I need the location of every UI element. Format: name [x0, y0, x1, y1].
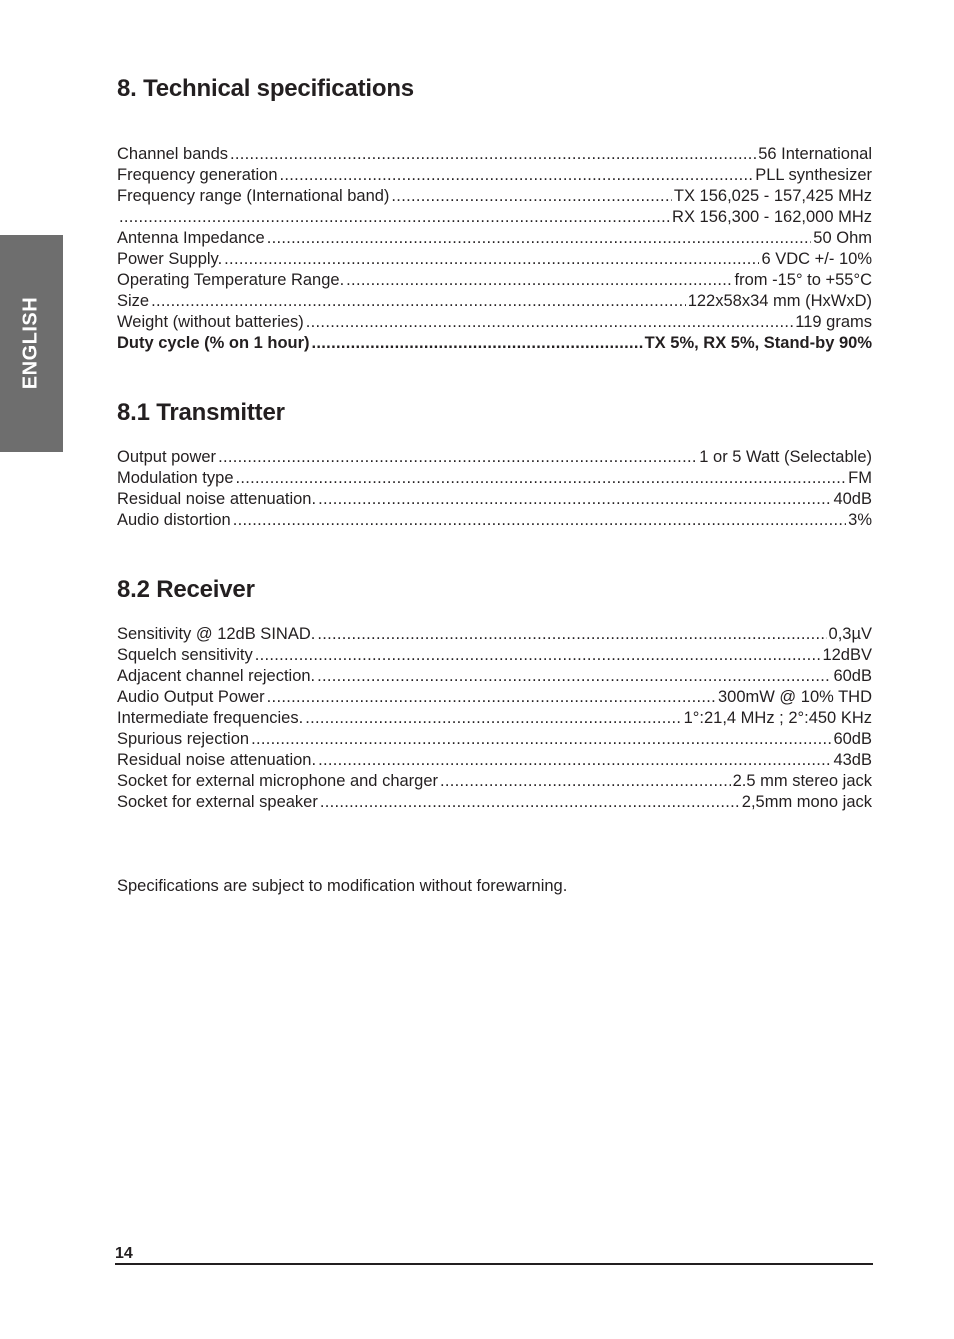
spec-row	[117, 771, 872, 792]
spec-label: Audio Output Power	[117, 688, 265, 706]
dot-leader	[305, 708, 681, 729]
spec-label: Socket for external microphone and charger	[117, 772, 439, 790]
dot-leader	[267, 228, 812, 249]
spec-label: Intermediate frequencies.	[117, 709, 304, 727]
dot-leader	[267, 687, 716, 708]
spec-row	[117, 186, 872, 207]
dot-leader	[440, 771, 731, 792]
dot-leader	[306, 312, 793, 333]
language-tab-label: ENGLISH	[19, 296, 42, 390]
spec-list-transmitter	[117, 447, 872, 531]
spec-label: Size	[117, 292, 150, 310]
spec-row	[117, 165, 872, 186]
page-number: 14	[115, 1245, 133, 1262]
spec-label: Residual noise attenuation.	[117, 490, 317, 508]
spec-label: Sensitivity @ 12dB SINAD.	[117, 625, 316, 643]
spec-row	[117, 687, 872, 708]
spec-label: Duty cycle (% on 1 hour)	[117, 334, 310, 352]
spec-value: RX 156,300 - 162,000 MHz	[672, 208, 872, 226]
dot-leader	[255, 645, 821, 666]
spec-label: Operating Temperature Range.	[117, 271, 345, 289]
spec-value: 40dB	[833, 490, 872, 508]
spec-label: Antenna Impedance	[117, 229, 265, 247]
dot-leader	[224, 249, 759, 270]
spec-row	[117, 489, 872, 510]
section-title-technical-specifications: 8. Technical specifications	[117, 75, 414, 102]
spec-label: Audio distortion	[117, 511, 231, 529]
spec-value: 2,5mm mono jack	[741, 793, 872, 811]
language-tab	[0, 235, 63, 452]
spec-label: Channel bands	[117, 145, 229, 163]
section-title-receiver: 8.2 Receiver	[117, 576, 255, 603]
spec-row	[117, 729, 872, 750]
dot-leader	[318, 489, 831, 510]
spec-row	[117, 666, 872, 687]
dot-leader	[318, 750, 831, 771]
spec-row	[117, 750, 872, 771]
spec-row	[117, 312, 872, 333]
spec-row	[117, 333, 872, 354]
spec-row	[117, 510, 872, 531]
dot-leader	[317, 666, 831, 687]
spec-label: Frequency range (International band)	[117, 187, 390, 205]
spec-value: FM	[848, 469, 872, 487]
spec-label: Spurious rejection	[117, 730, 250, 748]
dot-leader	[320, 792, 740, 813]
spec-label: Adjacent channel rejection.	[117, 667, 316, 685]
spec-list-receiver	[117, 624, 872, 813]
spec-row	[117, 144, 872, 165]
spec-value: 300mW @ 10% THD	[718, 688, 872, 706]
spec-value: TX 5%, RX 5%, Stand-by 90%	[644, 334, 872, 352]
spec-label: Power Supply.	[117, 250, 223, 268]
spec-value: TX 156,025 - 157,425 MHz	[673, 187, 872, 205]
spec-label: Modulation type	[117, 469, 234, 487]
spec-value: 50 Ohm	[813, 229, 872, 247]
dot-leader	[251, 729, 831, 750]
specifications-note: Specifications are subject to modification without forewarning.	[117, 877, 568, 895]
spec-value: 1°:21,4 MHz ; 2°:450 KHz	[683, 709, 872, 727]
spec-row	[117, 291, 872, 312]
spec-row	[117, 228, 872, 249]
dot-leader	[280, 165, 754, 186]
spec-list-general	[117, 144, 872, 354]
section-title-transmitter: 8.1 Transmitter	[117, 399, 285, 426]
spec-label: Weight (without batteries)	[117, 313, 304, 331]
spec-label: Socket for external speaker	[117, 793, 318, 811]
spec-row	[117, 468, 872, 489]
spec-value: 60dB	[833, 667, 872, 685]
dot-leader	[119, 207, 670, 228]
dot-leader	[317, 624, 826, 645]
spec-row	[117, 792, 872, 813]
dot-leader	[391, 186, 671, 207]
spec-label: Squelch sensitivity	[117, 646, 253, 664]
dot-leader	[230, 144, 756, 165]
spec-value: 60dB	[833, 730, 872, 748]
spec-value: 3%	[848, 511, 872, 529]
spec-value: 119 grams	[795, 313, 872, 331]
spec-value: PLL synthesizer	[755, 166, 872, 184]
dot-leader	[312, 333, 643, 354]
dot-leader	[151, 291, 686, 312]
spec-row	[117, 207, 872, 228]
spec-row	[117, 447, 872, 468]
spec-row	[117, 645, 872, 666]
dot-leader	[236, 468, 847, 489]
spec-value: 0,3µV	[828, 625, 872, 643]
spec-row	[117, 708, 872, 729]
spec-value: 1 or 5 Watt (Selectable)	[699, 448, 872, 466]
dot-leader	[346, 270, 732, 291]
spec-row	[117, 624, 872, 645]
spec-value: 6 VDC +/- 10%	[761, 250, 872, 268]
spec-label: Frequency generation	[117, 166, 278, 184]
spec-label: Residual noise attenuation.	[117, 751, 317, 769]
spec-row	[117, 270, 872, 291]
spec-value: 43dB	[833, 751, 872, 769]
spec-value: 2.5 mm stereo jack	[732, 772, 872, 790]
footer-rule	[115, 1263, 873, 1265]
spec-value: from -15° to +55°C	[734, 271, 872, 289]
spec-value: 12dBV	[822, 646, 872, 664]
dot-leader	[218, 447, 697, 468]
spec-value: 56 International	[758, 145, 872, 163]
spec-row	[117, 249, 872, 270]
dot-leader	[233, 510, 846, 531]
spec-label: Output power	[117, 448, 217, 466]
spec-value: 122x58x34 mm (HxWxD)	[687, 292, 872, 310]
